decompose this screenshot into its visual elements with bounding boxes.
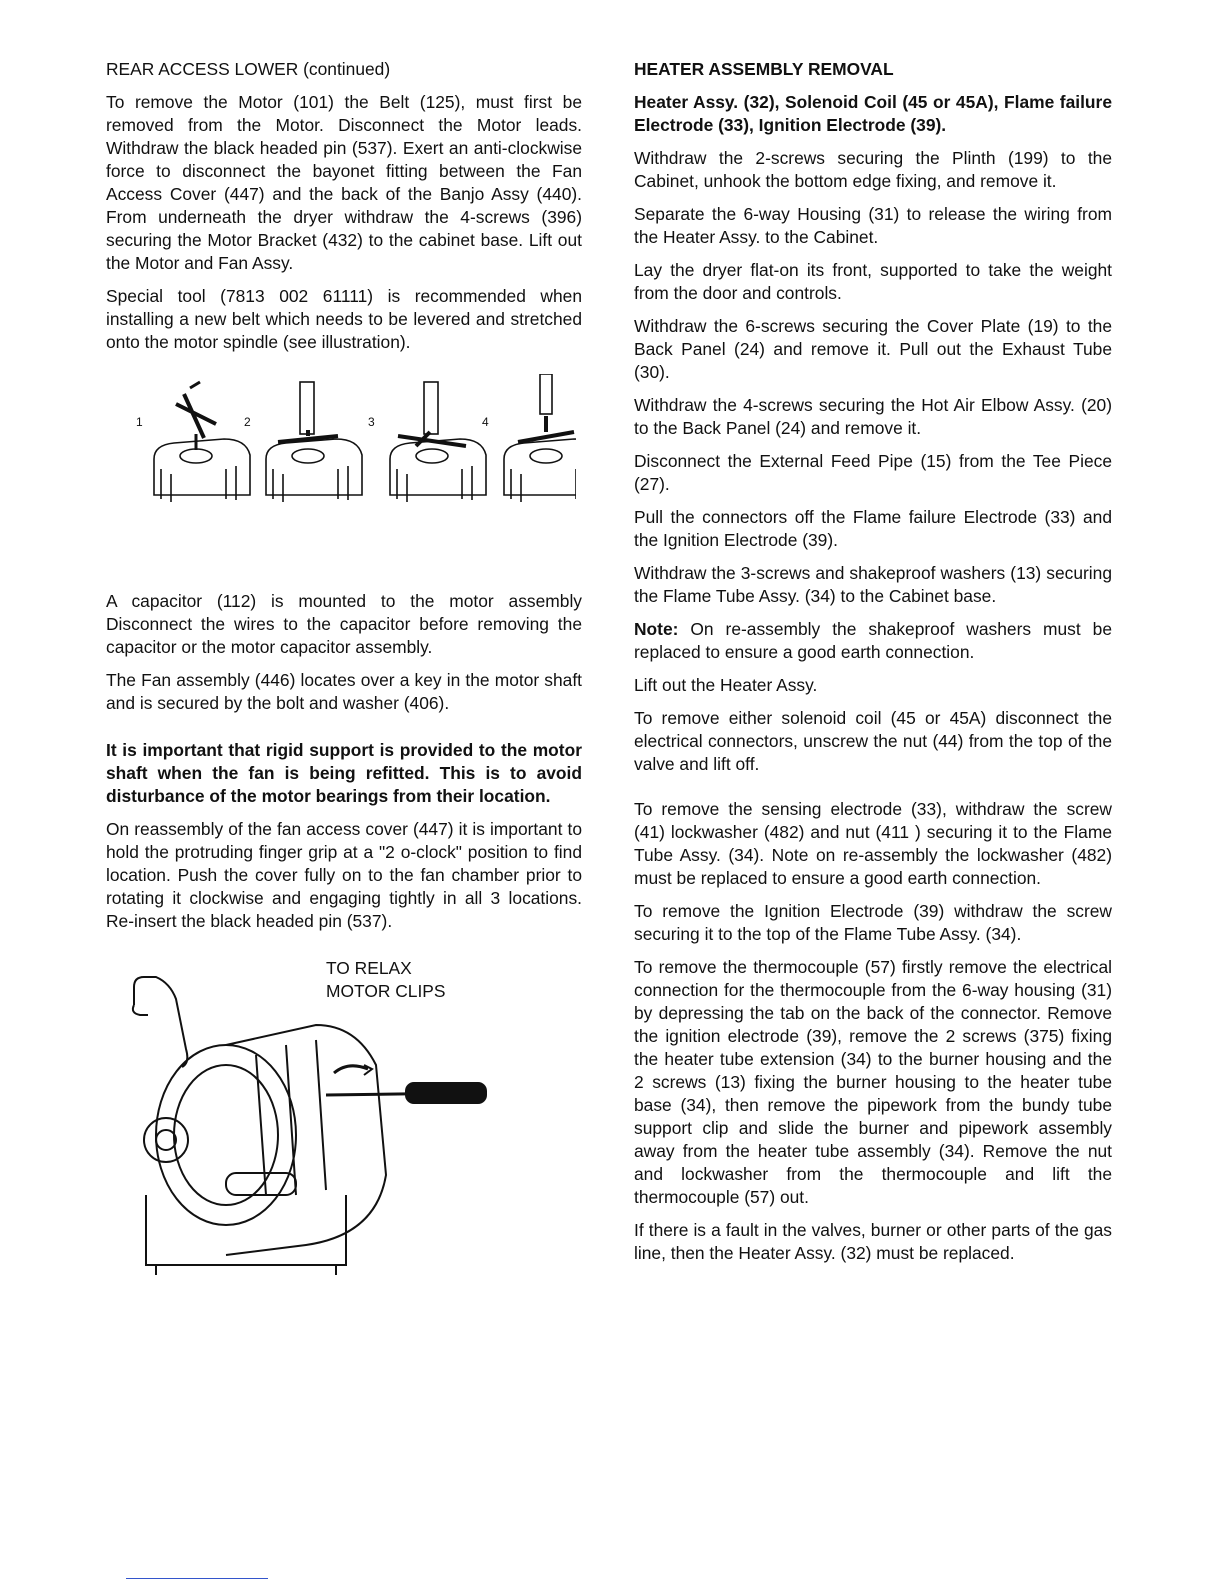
paragraph-capacitor: A capacitor (112) is mounted to the motor assembly Disconnect the wires to the capacitor before removing the capacitor or the motor capacitor assembly. bbox=[106, 591, 582, 657]
caption-line-2: MOTOR CLIPS bbox=[326, 981, 446, 1001]
step-label-3: 3 bbox=[368, 415, 375, 429]
paragraph-housing: Separate the 6-way Housing (31) to release the wiring from the Heater Assy. to the Cabinet. bbox=[634, 204, 1112, 247]
paragraph-fan-assembly: The Fan assembly (446) locates over a key in the motor shaft and is secured by the bolt and washer (406). bbox=[106, 670, 582, 713]
section-heading-rear-access: REAR ACCESS LOWER (continued) bbox=[106, 59, 391, 79]
paragraph-lift-out: Lift out the Heater Assy. bbox=[634, 675, 818, 695]
paragraph-thermocouple: To remove the thermocouple (57) firstly remove the electrical connection for the thermocouple from the 6-way housing (31) by depressing the tab on the back of the connector. Remove the ignition electrode (39), remove the 2 screws (375) fixing the heater tube extension (34) to the burner housing and the 2 screws (13) fixing the burner housing to the heater tube base (34), then remove the pipework from the bundy tube support clip and slide the burner and pipework assembly away from the heater tube assembly (34). Remove the nut and lockwasher from the thermocouple and lift the thermocouple (57) out. bbox=[634, 957, 1112, 1207]
step-label-2: 2 bbox=[244, 415, 251, 429]
step-3-drawing bbox=[390, 382, 486, 502]
paragraph-flame-tube: Withdraw the 3-screws and shakeproof washers (13) securing the Flame Tube Assy. (34) to the Cabinet base. bbox=[634, 563, 1112, 606]
paragraph-ignition-electrode: To remove the Ignition Electrode (39) withdraw the screw securing it to the top of the Flame Tube Assy. (34). bbox=[634, 901, 1112, 944]
step-4-drawing bbox=[504, 374, 576, 502]
paragraph-lay-dryer: Lay the dryer flat-on its front, supported to take the weight from the door and controls. bbox=[634, 260, 1112, 303]
note-text: On re-assembly the shakeproof washers must be replaced to ensure a good earth connection. bbox=[634, 619, 1112, 662]
motor-body-drawing bbox=[144, 1025, 386, 1275]
subheading-heater-parts: Heater Assy. (32), Solenoid Coil (45 or 45A), Flame failure Electrode (33), Ignition Electrode (39). bbox=[634, 92, 1112, 135]
paragraph-note bbox=[634, 618, 1112, 664]
motor-clip-illustration bbox=[106, 955, 582, 1295]
belt-install-steps-drawing bbox=[136, 374, 576, 544]
paragraph-motor-removal: To remove the Motor (101) the Belt (125), must first be removed from the Motor. Disconnect the Motor leads. Withdraw the black headed pin (537). Exert an anti-clockwise force to disconnect the bayonet fitting between the Fan Access Cover (447) and the back of the Banjo Assy (440). From underneath the dryer withdraw the 4-screws (396) securing the Motor Bracket (432) to the cabinet base. Lift out the Motor and Fan Assy. bbox=[106, 92, 582, 273]
caption-line-1: TO RELAX bbox=[326, 958, 412, 978]
paragraph-solenoid: To remove either solenoid coil (45 or 45A) disconnect the electrical connectors, unscrew the nut (44) from the top of the valve and lift off. bbox=[634, 708, 1112, 774]
step-label-1: 1 bbox=[136, 415, 143, 429]
right-column bbox=[634, 58, 1112, 1275]
motor-drawing bbox=[106, 955, 506, 1285]
left-column bbox=[106, 58, 582, 1295]
step-label-4: 4 bbox=[482, 415, 489, 429]
section-heading-heater-removal: HEATER ASSEMBLY REMOVAL bbox=[634, 59, 894, 79]
step-1-drawing bbox=[154, 382, 250, 502]
paragraph-feed-pipe: Disconnect the External Feed Pipe (15) from the Tee Piece (27). bbox=[634, 451, 1112, 494]
clip-drawing bbox=[134, 977, 187, 1067]
step-2-drawing bbox=[266, 382, 362, 502]
paragraph-connectors: Pull the connectors off the Flame failure Electrode (33) and the Ignition Electrode (39). bbox=[634, 507, 1112, 550]
paragraph-important-warning: It is important that rigid support is provided to the motor shaft when the fan is being refitted. This is to avoid disturbance of the motor bearings from their location. bbox=[106, 740, 582, 806]
footer-rule bbox=[126, 1578, 268, 1579]
note-label: Note: bbox=[634, 619, 679, 639]
paragraph-sensing-electrode: To remove the sensing electrode (33), withdraw the screw (41) lockwasher (482) and nut (411 ) securing it to the Flame Tube Assy. (34). Note on re-assembly the lockwasher (482) must be replaced to ensure a good earth connection. bbox=[634, 799, 1112, 888]
paragraph-fault: If there is a fault in the valves, burner or other parts of the gas line, then the Heater Assy. (32) must be replaced. bbox=[634, 1220, 1112, 1263]
paragraph-special-tool: Special tool (7813 002 61111) is recommended when installing a new belt which needs to be levered and stretched onto the motor spindle (see illustration). bbox=[106, 286, 582, 352]
paragraph-elbow: Withdraw the 4-screws securing the Hot Air Elbow Assy. (20) to the Back Panel (24) and remove it. bbox=[634, 395, 1112, 438]
paragraph-plinth: Withdraw the 2-screws securing the Plinth (199) to the Cabinet, unhook the bottom edge fixing, and remove it. bbox=[634, 148, 1112, 191]
paragraph-cover-plate: Withdraw the 6-screws securing the Cover Plate (19) to the Back Panel (24) and remove it. Pull out the Exhaust Tube (30). bbox=[634, 316, 1112, 382]
paragraph-reassembly: On reassembly of the fan access cover (447) it is important to hold the protruding finger grip at a "2 o-clock" position to find location. Push the cover fully on to the fan chamber prior to rotating it clockwise and engaging tightly in all 3 locations. Re-insert the black headed pin (537). bbox=[106, 819, 582, 931]
screwdriver-drawing bbox=[326, 1065, 486, 1103]
belt-install-illustration bbox=[106, 374, 582, 574]
